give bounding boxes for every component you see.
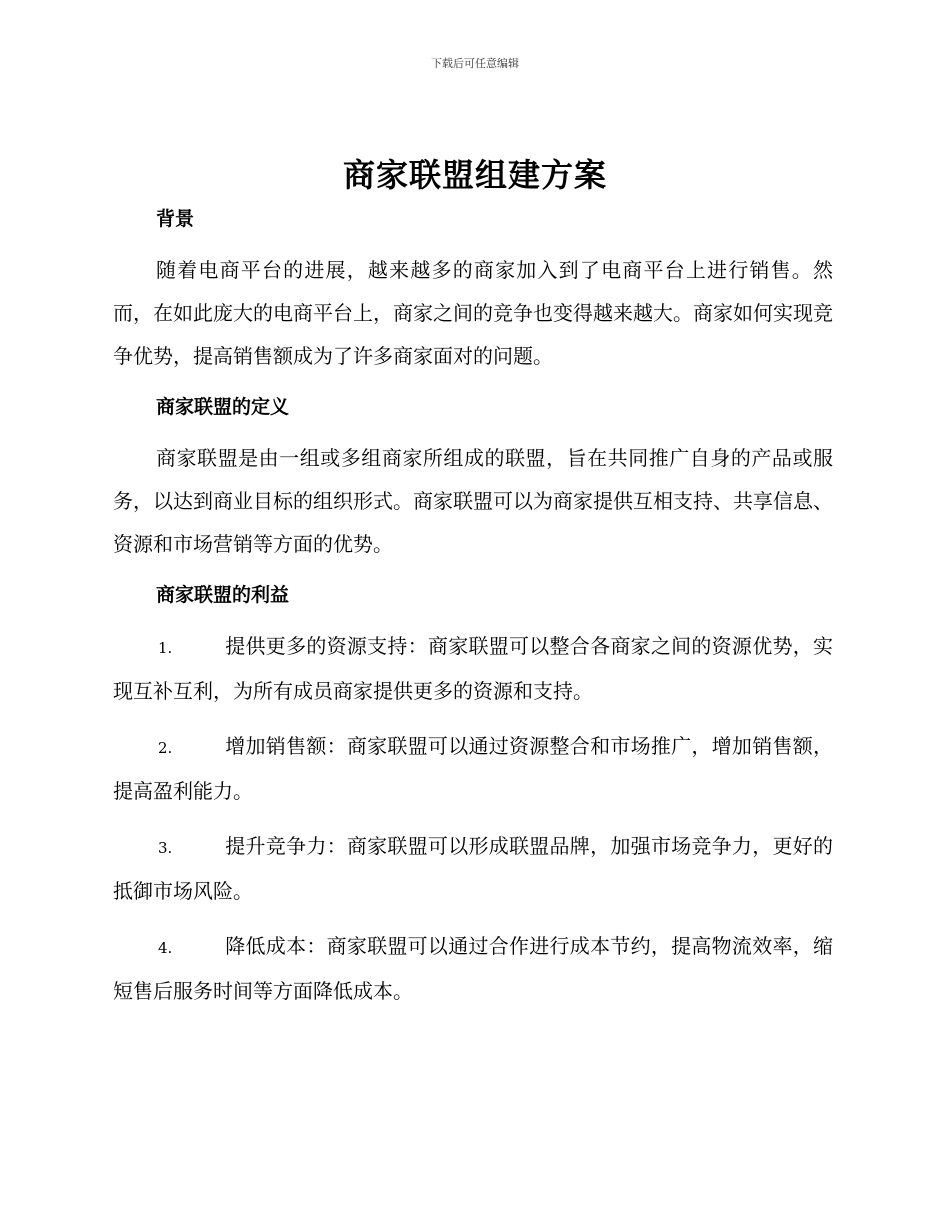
list-item xyxy=(113,825,833,913)
list-number: 3. xyxy=(158,839,173,857)
section-heading: 商家联盟的定义 xyxy=(156,396,290,418)
section-background xyxy=(113,200,833,378)
section-heading: 商家联盟的利益 xyxy=(156,584,290,606)
section-paragraph: 随着电商平台的进展，越来越多的商家加入到了电商平台上进行销售。然而，在如此庞大的电商平台上，商家之间的竞争也变得越来越大。商家如何实现竞争优势，提高销售额成为了许多商家面对的问题。 xyxy=(113,258,833,368)
section-heading: 背景 xyxy=(156,208,195,230)
list-number: 4. xyxy=(158,939,173,957)
spacer xyxy=(113,566,833,576)
header-note: 下载后可任意编辑 xyxy=(431,57,519,70)
list-number: 1. xyxy=(158,639,173,657)
list-item xyxy=(113,725,833,813)
section-paragraph: 商家联盟是由一组或多组商家所组成的联盟，旨在共同推广自身的产品或服务，以达到商业目标的组织形式。商家联盟可以为商家提供互相支持、共享信息、资源和市场营销等方面的优势。 xyxy=(113,446,833,556)
list-item xyxy=(113,625,833,713)
section-definition xyxy=(113,388,833,566)
document-body xyxy=(113,200,833,1013)
list-number: 2. xyxy=(158,739,173,757)
list-text: 提升竞争力：商家联盟可以形成联盟品牌，加强市场竞争力，更好的抵御市场风险。 xyxy=(113,834,833,903)
list-text: 增加销售额：商家联盟可以通过资源整合和市场推广，增加销售额，提高盈利能力。 xyxy=(113,734,833,803)
spacer xyxy=(113,378,833,388)
list-item xyxy=(113,925,833,1013)
document-title: 商家联盟组建方案 xyxy=(342,156,607,194)
section-benefits xyxy=(113,576,833,1013)
list-text: 降低成本：商家联盟可以通过合作进行成本节约，提高物流效率，缩短售后服务时间等方面降低成本。 xyxy=(113,934,833,1003)
list-text: 提供更多的资源支持：商家联盟可以整合各商家之间的资源优势，实现互补互利，为所有成员商家提供更多的资源和支持。 xyxy=(113,634,833,703)
